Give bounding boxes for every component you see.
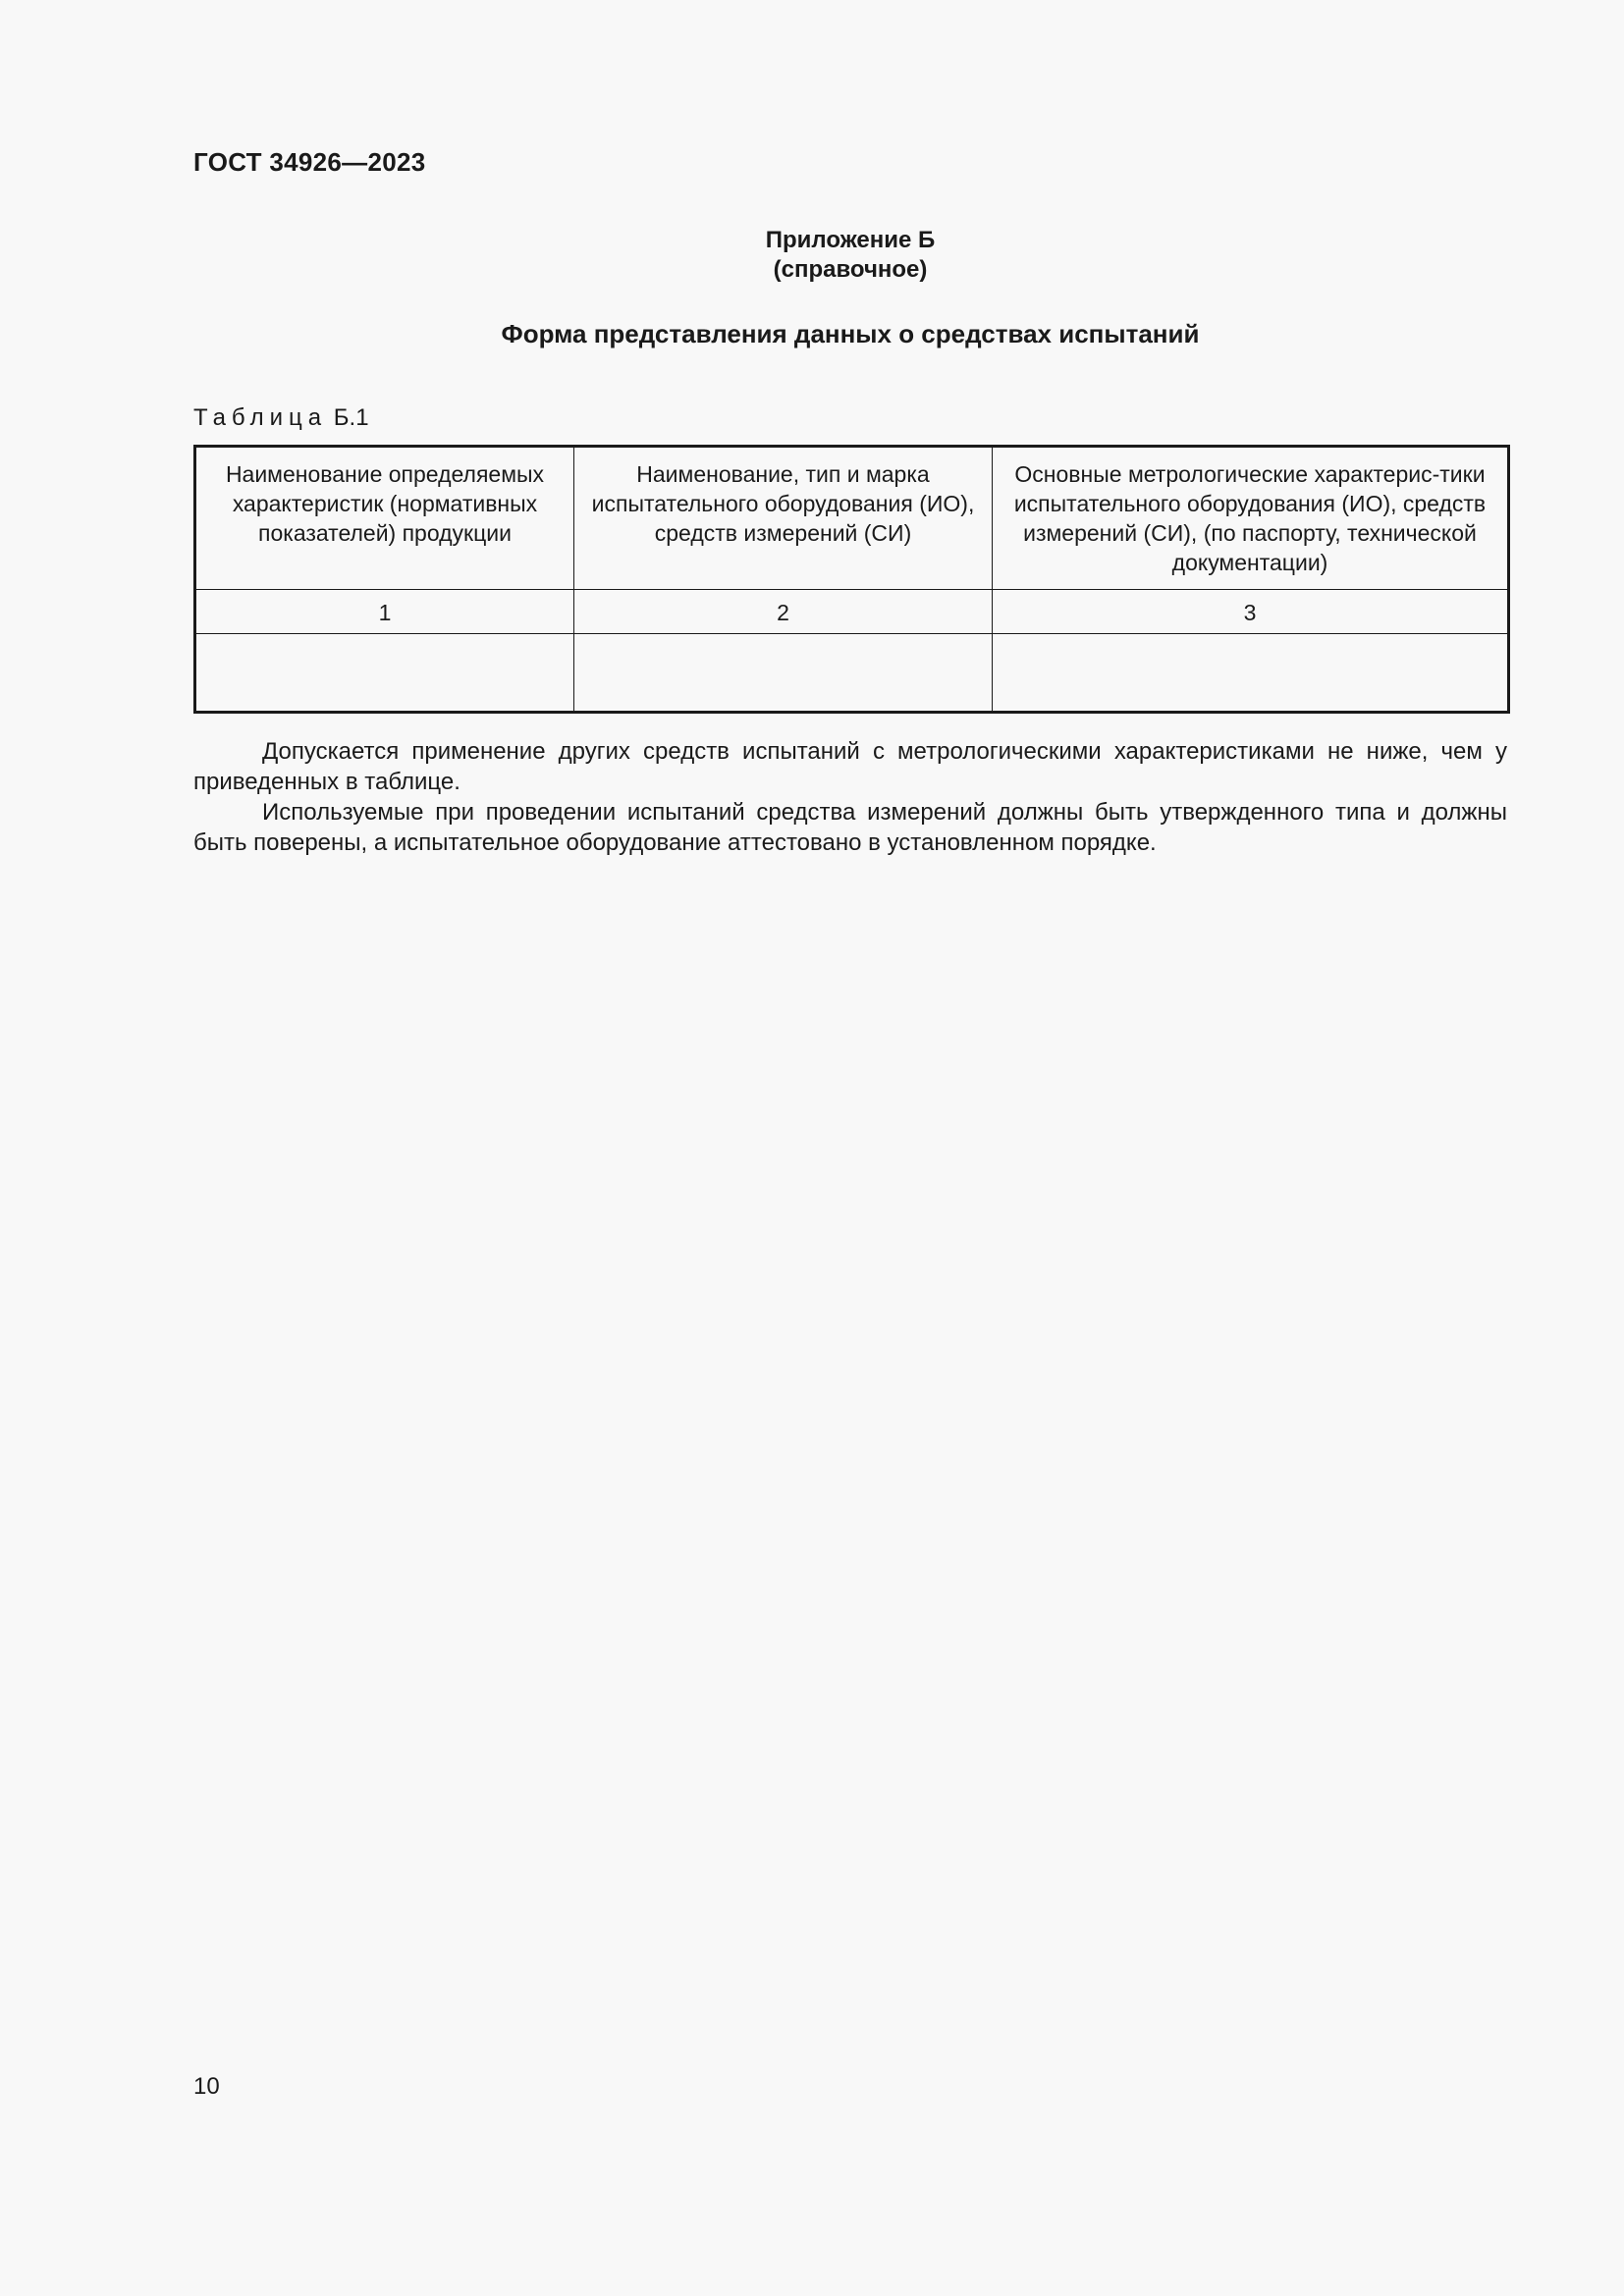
paragraph: Допускается применение других средств испытаний с метрологическими характеристиками не ниже, чем у приведенных в таблице. <box>193 738 1507 795</box>
paragraph: Используемые при проведении испытаний средства измерений должны быть утвержденного типа и должны быть поверены, а испытательное оборудование аттестовано в установленном порядке. <box>193 799 1507 856</box>
table-cell <box>195 634 574 713</box>
table-header-cell: Наименование определяемых характеристик (нормативных показателей) продукции <box>195 447 574 590</box>
document-code: ГОСТ 34926—2023 <box>193 147 426 177</box>
table-header-row <box>195 447 1509 590</box>
appendix-type: (справочное) <box>773 256 928 283</box>
appendix-title: Форма представления данных о средствах испытаний <box>501 319 1200 348</box>
table-header-cell: Наименование, тип и марка испытательного оборудования (ИО), средств измерений (СИ) <box>574 447 993 590</box>
table-cell <box>993 634 1509 713</box>
column-number-cell: 2 <box>574 590 993 634</box>
test-equipment-table <box>193 445 1510 714</box>
page-number: 10 <box>193 2073 220 2100</box>
column-number-cell: 3 <box>993 590 1509 634</box>
table-caption-number: Б.1 <box>333 404 369 431</box>
column-number-cell: 1 <box>195 590 574 634</box>
body-text <box>193 736 1507 858</box>
table-header-cell: Основные метрологические характерис-тики испытательного оборудования (ИО), средств измерений (СИ), (по паспорту, технической документации) <box>993 447 1509 590</box>
table-column-number-row <box>195 590 1509 634</box>
table-cell <box>574 634 993 713</box>
table-caption <box>193 404 369 432</box>
appendix-heading <box>193 226 1507 285</box>
table-caption-word: Таблица <box>193 404 328 431</box>
appendix-label: Приложение Б <box>765 227 936 253</box>
table-row <box>195 634 1509 713</box>
